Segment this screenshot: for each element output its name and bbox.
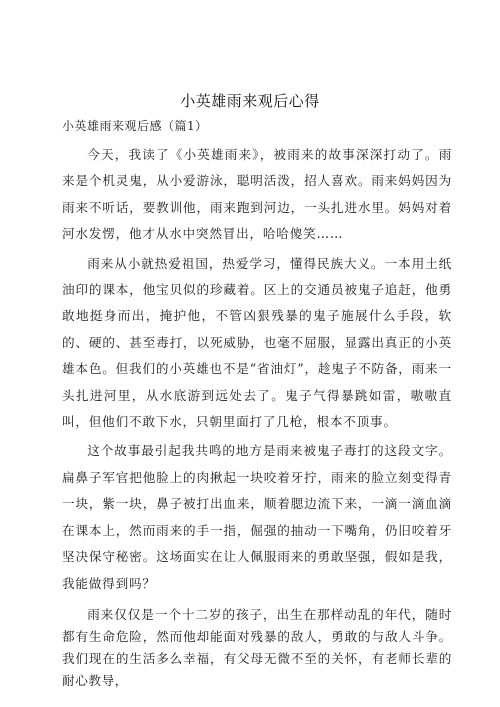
paragraph-1: 今天，我读了《小英雄雨来》，被雨来的故事深深打动了。雨来是个机灵鬼，从小爱游泳，聪明活泼，招人喜欢。雨来妈妈因为雨来不听话，要教训他，雨来跑到河边，一头扎进水里。妈妈对着河水发愣，他才从水中突然冒出，哈哈傻笑…… bbox=[62, 147, 452, 242]
document-subtitle: 小英雄雨来观后感（篇1） bbox=[62, 119, 208, 133]
document-title: 小英雄雨来观后心得 bbox=[180, 92, 320, 110]
paragraph-4: 雨来仅仅是一个十二岁的孩子，出生在那样动乱的年代，随时都有生命危险，然而他却能面对残暴的敌人，勇敢的与敌人斗争。我们现在的生活多么幸福，有父母无微不至的关怀，有老师长辈的耐心教导， bbox=[62, 606, 452, 688]
document-body bbox=[62, 142, 452, 695]
paragraph-2: 雨来从小就热爱祖国，热爱学习，懂得民族大义。一本用土纸油印的课本，他宝贝似的珍藏着。区上的交通员被鬼子追赶，他勇敢地挺身而出，掩护他，不管凶狠残暴的鬼子施展什么手段，软的、硬的、甚至毒打，以死威胁，也毫不屈服，显露出真正的小英雄本色。但我们的小英雄也不是“省油灯”，趁鬼子不防备，雨来一头扎进河里，从水底游到远处去了。鬼子气得暴跳如雷，嗷嗷直叫，但他们不敢下水，只朝里面打了几枪，根本不顶事。 bbox=[62, 255, 452, 430]
paragraph-3: 这个故事最引起我共鸣的地方是雨来被鬼子毒打的这段文字。扁鼻子军官把他脸上的肉揪起一块咬着牙拧，雨来的脸立刻变得青一块，紫一块，鼻子被打出血来，顺着腮边流下来，一滴一滴血滴在课本上，然而雨来的手一指，倔强的抽动一下嘴角，仍旧咬着牙坚决保守秘密。这场面实在让人佩服雨来的勇敢坚强，假如是我，我能做得到吗？ bbox=[62, 443, 452, 591]
